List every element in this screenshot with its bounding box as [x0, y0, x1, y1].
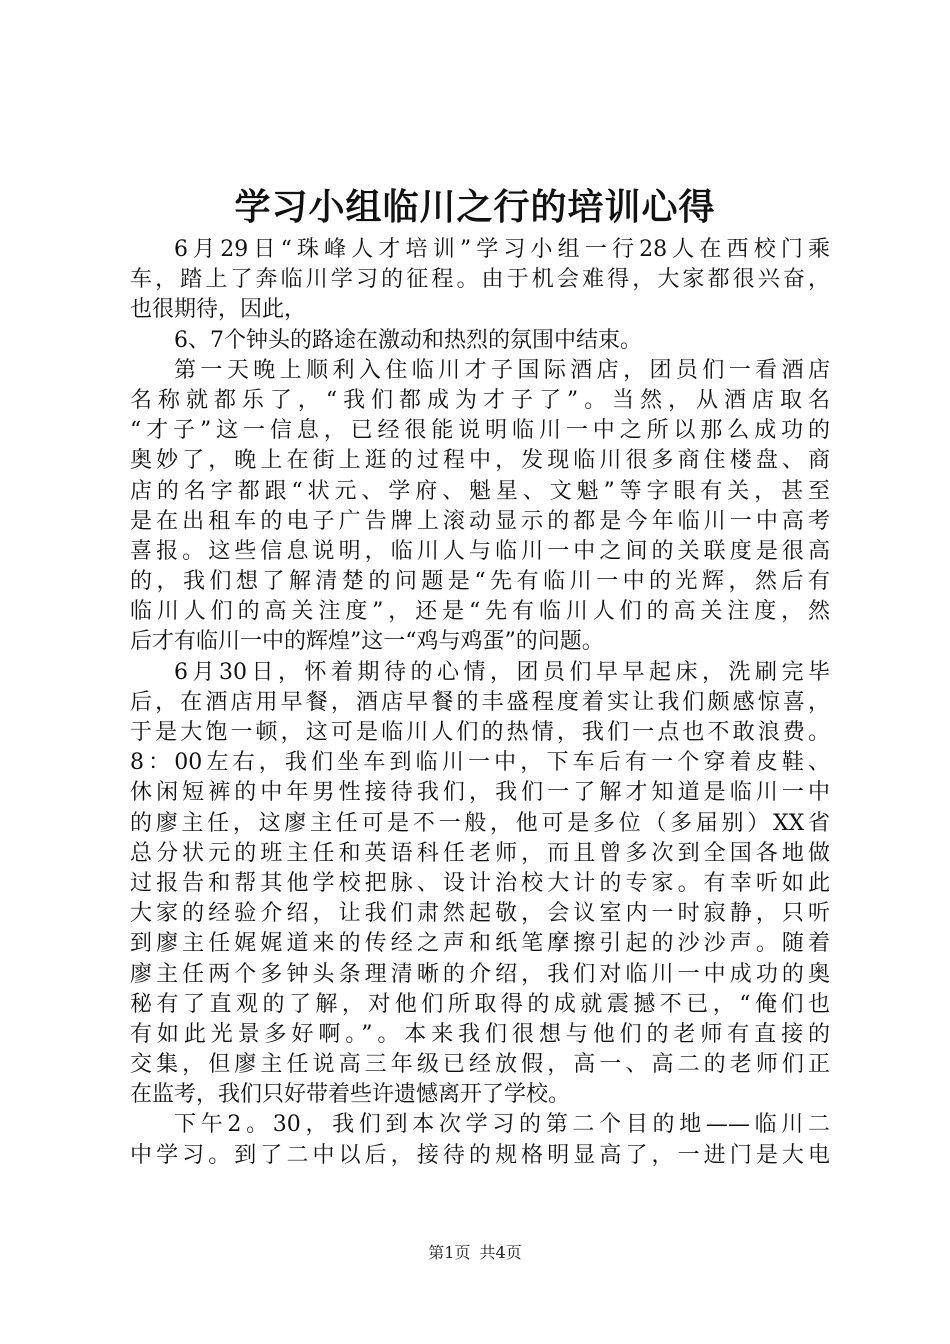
body-line: 6月30日，怀着期待的心情，团员们早早起床，洗刷完毕 — [174, 659, 830, 685]
body-line: 车，踏上了奔临川学习的征程。由于机会难得，大家都很兴奋， — [130, 267, 830, 293]
body-line: 是在出租车的电子广告牌上滚动显示的都是今年临川一中高考 — [130, 508, 830, 534]
body-line: 廖主任两个多钟头条理清晰的介绍，我们对临川一中成功的奥 — [130, 961, 830, 987]
page-total: 共4页 — [479, 1243, 522, 1262]
body-line: 6、7个钟头的路途在激动和热烈的氛围中结束。 — [174, 327, 642, 353]
body-line: 的，我们想了解清楚的问题是“先有临川一中的光辉，然后有 — [130, 569, 830, 595]
body-line: 下午2。30，我们到本次学习的第二个目的地——临川二 — [174, 1112, 830, 1138]
body-line: 第一天晚上顺利入住临川才子国际酒店，团员们一看酒店 — [174, 357, 830, 383]
body-line: 大家的经验介绍，让我们肃然起敬，会议室内一时寂静，只听 — [130, 901, 830, 927]
body-line: 休闲短裤的中年男性接待我们，我们一了解才知道是临川一中 — [130, 780, 830, 806]
document-title: 学习小组临川之行的培训心得 — [234, 187, 716, 228]
page-number: 第1页 — [428, 1243, 471, 1262]
body-line: 于是大饱一顿，这可是临川人们的热情，我们一点也不敢浪费。 — [130, 720, 830, 745]
body-line: 8：00左右，我们坐车到临川一中，下车后有一个穿着皮鞋、 — [130, 750, 830, 776]
body-line: 总分状元的班主任和英语科任老师，而且曾多次到全国各地做 — [130, 840, 830, 866]
document-body — [130, 235, 830, 1171]
page-footer — [0, 1242, 950, 1264]
body-line: 后，在酒店用早餐，酒店早餐的丰盛程度着实让我们颇感惊喜， — [130, 689, 830, 715]
body-line: 名称就都乐了，“我们都成为才子了”。当然，从酒店取名 — [130, 387, 830, 413]
body-line: “才子”这一信息，已经很能说明临川一中之所以那么成功的 — [130, 418, 830, 444]
body-line: 6月29日“珠峰人才培训”学习小组一行28人在西校门乘 — [174, 237, 830, 262]
body-line: 店的名字都跟“状元、学府、魁星、文魁”等字眼有关，甚至 — [130, 478, 830, 504]
body-line: 奥妙了，晚上在街上逛的过程中，发现临川很多商住楼盘、商 — [130, 448, 830, 474]
body-line: 中学习。到了二中以后，接待的规格明显高了，一进门是大电 — [130, 1142, 830, 1168]
body-line: 到廖主任娓娓道来的传经之声和纸笔摩擦引起的沙沙声。随着 — [130, 931, 830, 957]
body-line: 在监考，我们只好带着些许遗憾离开了学校。 — [130, 1082, 571, 1108]
body-line: 秘有了直观的了解，对他们所取得的成就震撼不已，“俺们也 — [130, 991, 830, 1017]
body-line: 的廖主任，这廖主任可是不一般，他可是多位（多届别）XX省 — [130, 810, 830, 836]
body-line: 临川人们的高关注度”，还是“先有临川人们的高关注度，然 — [130, 599, 830, 625]
body-line: 也很期待，因此， — [130, 297, 307, 323]
body-line: 过报告和帮其他学校把脉、设计治校大计的专家。有幸听如此 — [130, 870, 830, 896]
body-line: 喜报。这些信息说明，临川人与临川一中之间的关联度是很高 — [130, 538, 830, 564]
body-line: 有如此光景多好啊。”。本来我们很想与他们的老师有直接的 — [130, 1021, 830, 1047]
body-line: 后才有临川一中的辉煌”这一“鸡与鸡蛋”的问题。 — [130, 629, 604, 655]
body-line: 交集，但廖主任说高三年级已经放假，高一、高二的老师们正 — [130, 1052, 830, 1078]
